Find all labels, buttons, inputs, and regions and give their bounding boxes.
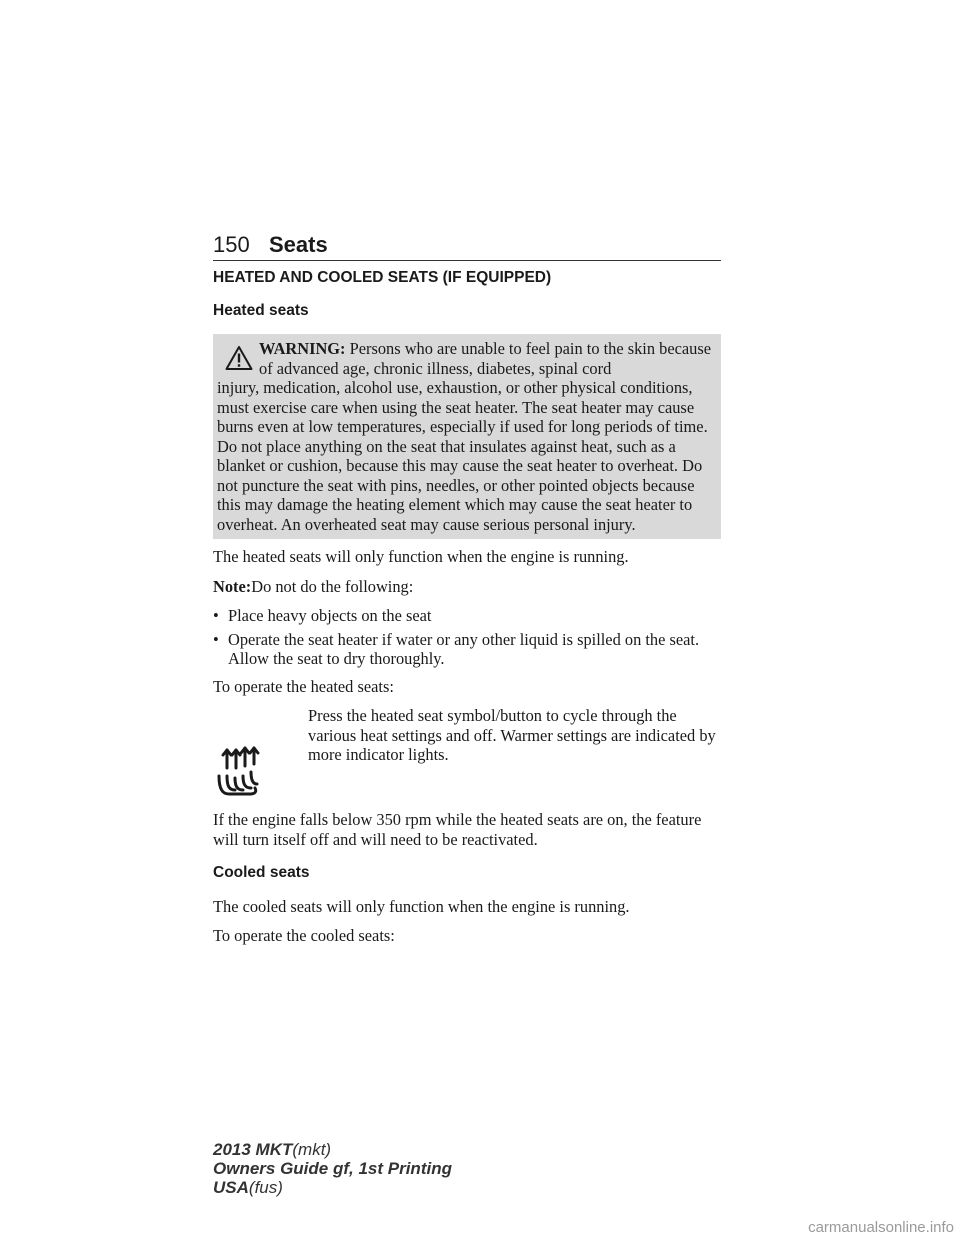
warning-text-first: Persons who are unable to feel pain to the skin because of advanced age, chronic illness, diabetes, spinal cord	[259, 339, 712, 378]
note-paragraph	[213, 577, 721, 597]
page-number: 150	[213, 232, 250, 257]
header-rule	[213, 260, 721, 261]
bullet-text: Operate the seat heater if water or any other liquid is spilled on the seat. Allow the seat to dry thoroughly.	[228, 629, 700, 668]
cooled-seats-heading: Cooled seats	[213, 864, 310, 881]
rpm-note: If the engine falls below 350 rpm while the heated seats are on, the feature will turn itself off and will need to be reactivated.	[213, 810, 702, 849]
footer-model: 2013 MKT	[213, 1140, 293, 1159]
note-text: Do not do the following:	[251, 576, 414, 596]
section-title: Seats	[269, 232, 328, 257]
watermark: carmanualsonline.info	[808, 1219, 954, 1236]
list-item: • Place heavy objects on the seat	[213, 606, 432, 625]
heated-seats-heading: Heated seats	[213, 301, 309, 319]
footer-guide: Owners Guide gf, 1st Printing	[213, 1159, 452, 1178]
heated-operate-intro: To operate the heated seats:	[213, 676, 394, 696]
cooled-engine-note: The cooled seats will only function when the engine is running.	[213, 896, 630, 916]
heated-seat-instruction	[213, 706, 721, 804]
footer-market-code: (fus)	[248, 1178, 283, 1197]
page-footer	[213, 1140, 452, 1197]
bullet-list	[213, 606, 721, 669]
footer-model-code: (mkt)	[292, 1140, 332, 1159]
heated-engine-note: The heated seats will only function when the engine is running.	[213, 547, 629, 566]
page-content	[213, 268, 721, 956]
warning-box	[213, 334, 721, 539]
list-item: • Operate the seat heater if water or any other liquid is spilled on the seat. Allow the seat to dry thoroughly.	[213, 629, 700, 668]
note-label: Note:	[213, 576, 252, 596]
heated-operate-text: Press the heated seat symbol/button to cycle through the various heat settings and off. Warmer settings are indicated by more indicator lights.	[308, 706, 716, 764]
bullet-text: Place heavy objects on the seat	[228, 606, 432, 625]
page-header	[213, 232, 721, 262]
heated-seat-icon	[215, 746, 273, 798]
footer-market: USA	[213, 1178, 249, 1197]
warning-text-rest: injury, medication, alcohol use, exhaustion, or other physical conditions, must exercise care when using the seat heater. The seat heater may cause burns even at low temperatures, especially if used for long periods of time. Do not place anything on the seat that insulates against heat, such as a blanket or cushion, because this may cause the seat heater to overheat. Do not puncture the seat with pins, needles, or other pointed objects because this may damage the heating element which may cause the seat heater to overheat. An overheated seat may cause serious personal injury.	[217, 378, 708, 534]
main-heading: HEATED AND COOLED SEATS (IF EQUIPPED)	[213, 269, 552, 286]
warning-label: WARNING:	[259, 339, 346, 358]
warning-triangle-icon	[225, 345, 253, 371]
cooled-operate-intro: To operate the cooled seats:	[213, 926, 395, 945]
